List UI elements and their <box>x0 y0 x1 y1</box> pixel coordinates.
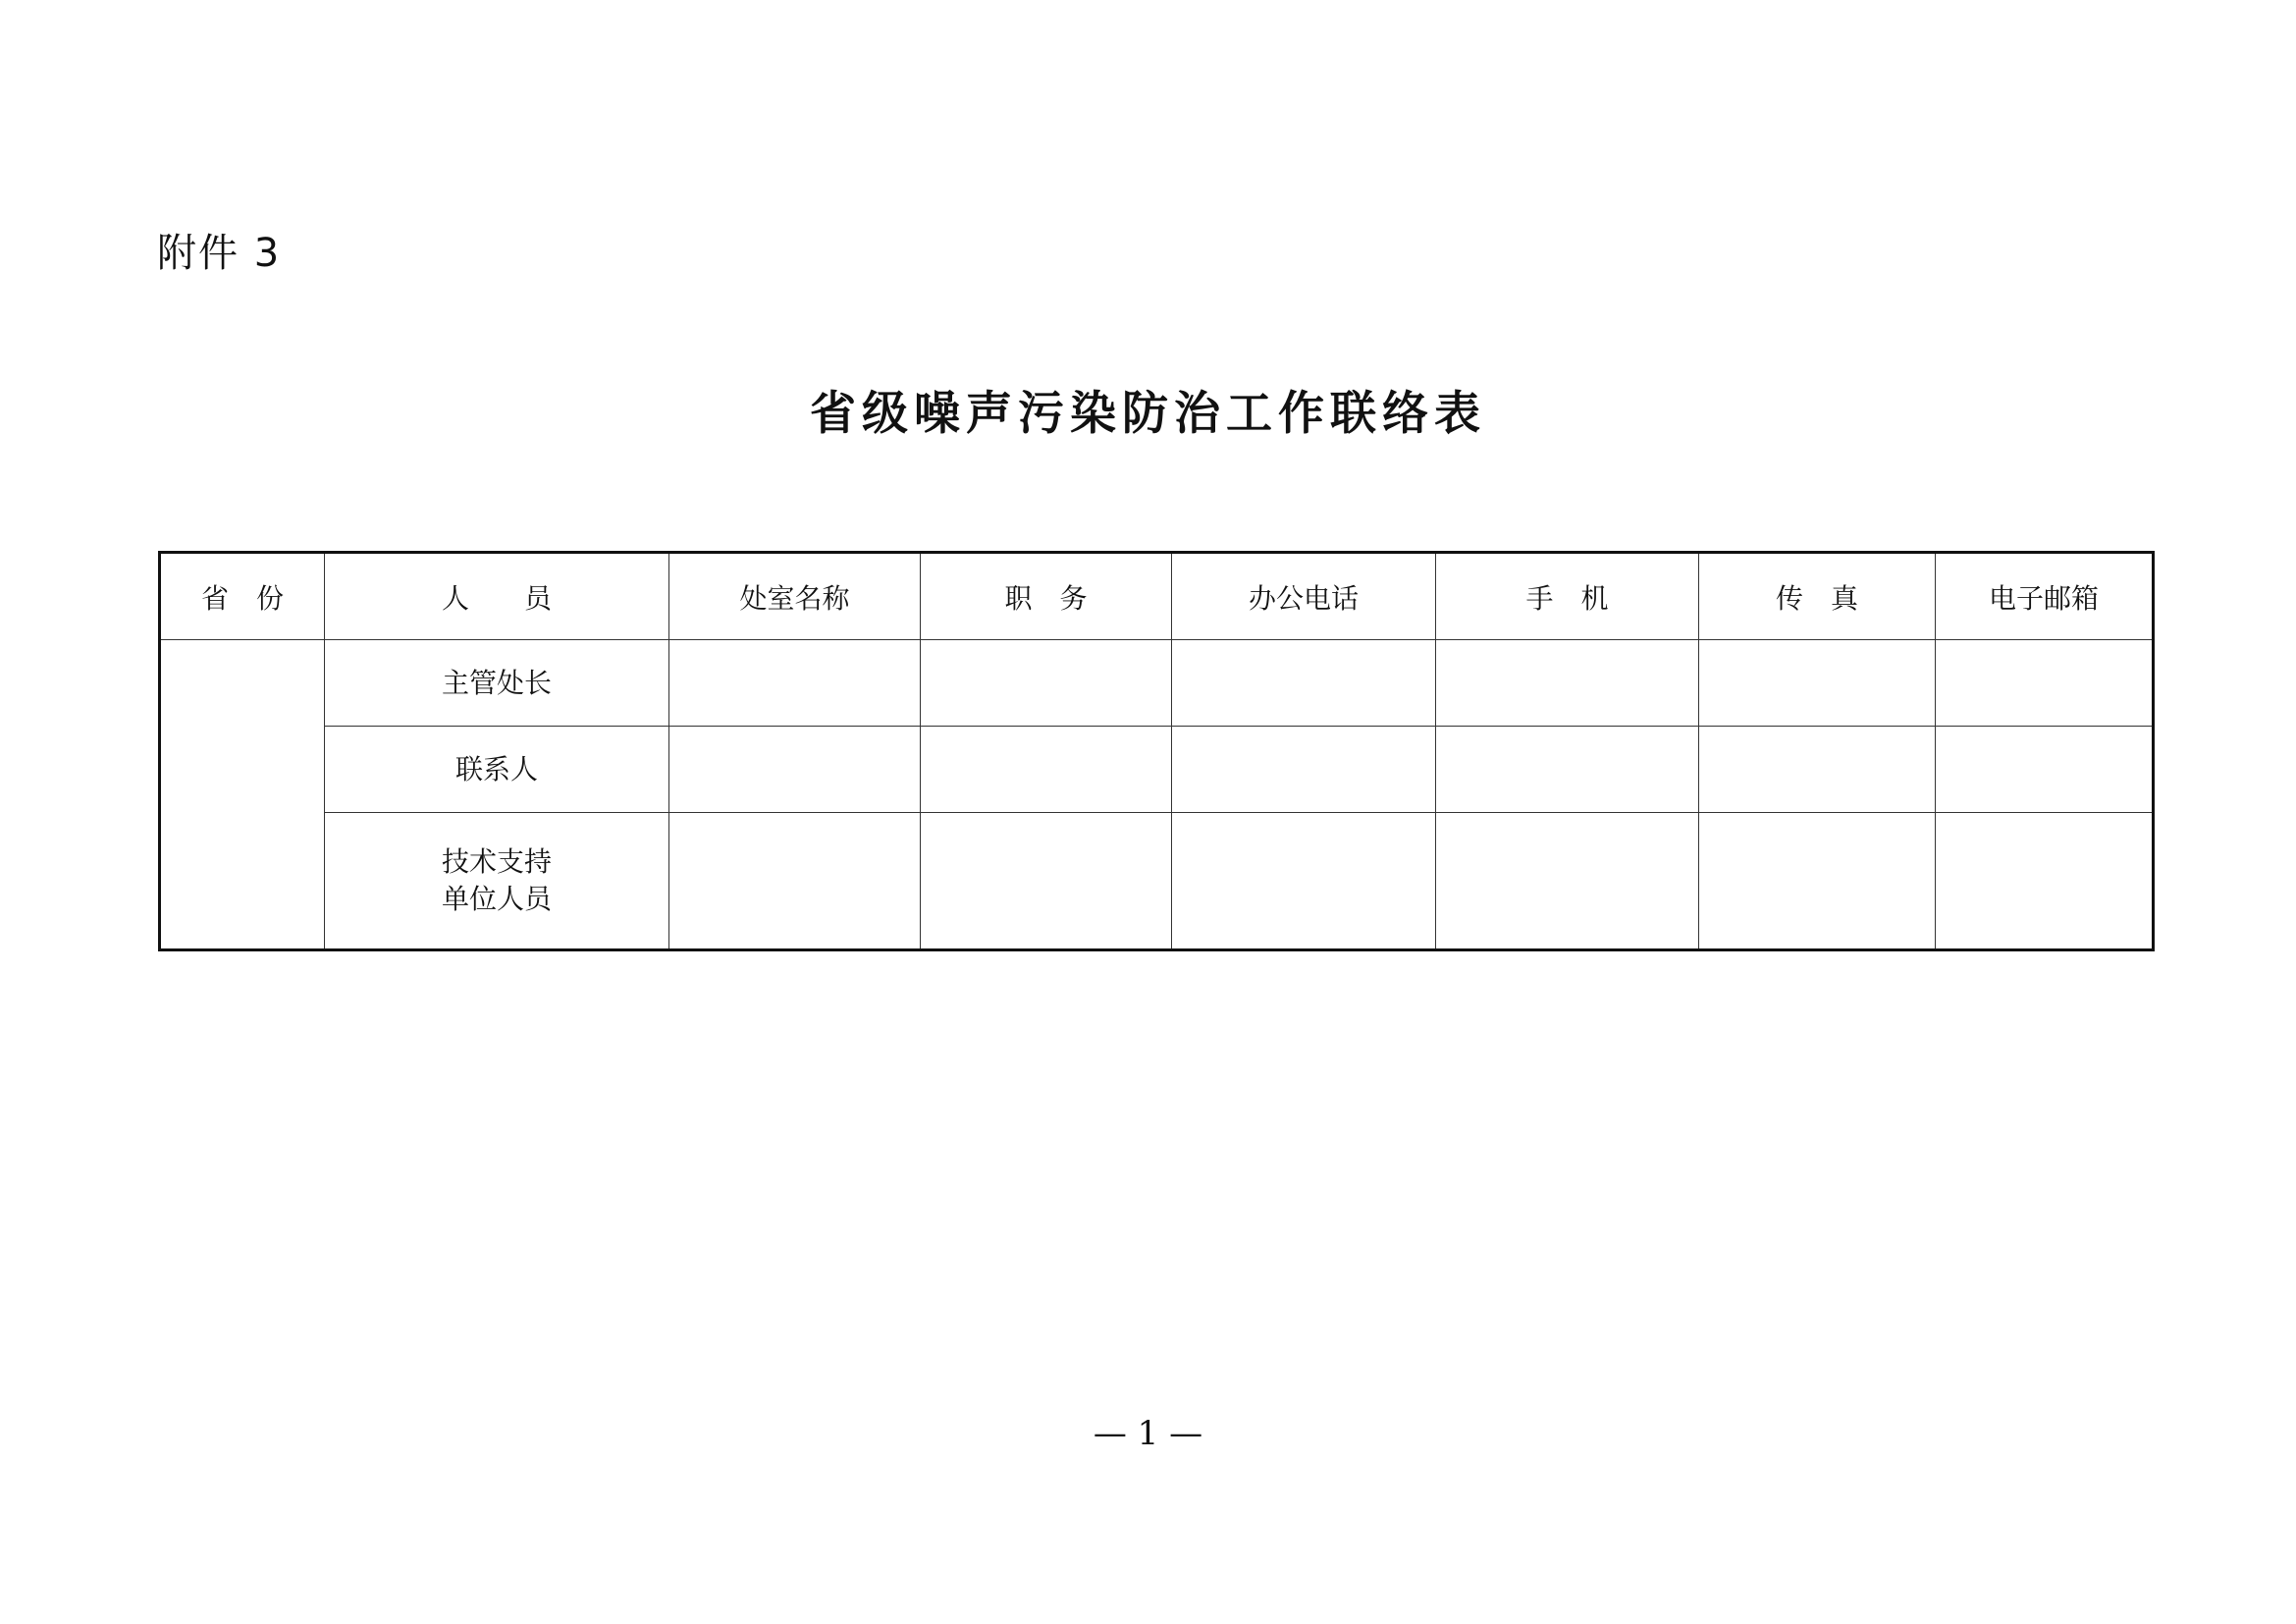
mobile-cell[interactable] <box>1436 727 1699 813</box>
table-row <box>160 640 2154 727</box>
department-cell[interactable] <box>669 727 921 813</box>
header-email: 电子邮箱 <box>1936 553 2154 640</box>
page-number: — 1 — <box>1093 1414 1203 1453</box>
role-line-2: 单位人员 <box>441 883 552 915</box>
office-phone-cell[interactable] <box>1172 813 1436 950</box>
email-cell[interactable] <box>1936 640 2154 727</box>
attachment-label: 附件 3 <box>157 231 282 276</box>
mobile-cell[interactable] <box>1436 813 1699 950</box>
email-cell[interactable] <box>1936 813 2154 950</box>
position-cell[interactable] <box>921 813 1172 950</box>
header-position: 职 务 <box>921 553 1172 640</box>
department-cell[interactable] <box>669 640 921 727</box>
office-phone-cell[interactable] <box>1172 727 1436 813</box>
role-cell-director: 主管处长 <box>325 640 669 727</box>
position-cell[interactable] <box>921 640 1172 727</box>
table-row <box>160 813 2154 950</box>
office-phone-cell[interactable] <box>1172 640 1436 727</box>
mobile-cell[interactable] <box>1436 640 1699 727</box>
fax-cell[interactable] <box>1699 727 1936 813</box>
header-mobile: 手 机 <box>1436 553 1699 640</box>
role-line-1: 技术支持 <box>441 845 552 878</box>
document-title: 省级噪声污染防治工作联络表 <box>810 387 1486 441</box>
role-cell-tech-support <box>325 813 669 950</box>
email-cell[interactable] <box>1936 727 2154 813</box>
province-cell[interactable] <box>160 640 325 950</box>
header-office-phone: 办公电话 <box>1172 553 1436 640</box>
position-cell[interactable] <box>921 727 1172 813</box>
header-department: 处室名称 <box>669 553 921 640</box>
header-personnel: 人 员 <box>325 553 669 640</box>
role-cell-contact: 联系人 <box>325 727 669 813</box>
contact-table <box>158 551 2155 951</box>
header-province: 省 份 <box>160 553 325 640</box>
table-row <box>160 727 2154 813</box>
department-cell[interactable] <box>669 813 921 950</box>
fax-cell[interactable] <box>1699 640 1936 727</box>
table-header-row <box>160 553 2154 640</box>
fax-cell[interactable] <box>1699 813 1936 950</box>
header-fax: 传 真 <box>1699 553 1936 640</box>
